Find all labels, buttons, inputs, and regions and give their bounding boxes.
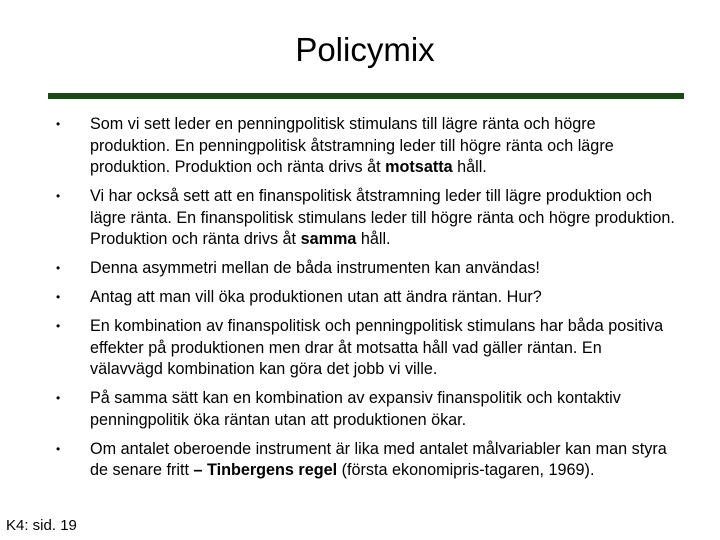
bullet-text-segment: håll. [452,158,487,176]
bullet-text-segment: Som vi sett leder en penningpolitisk stimulans till lägre ränta och högre produktion. En penningpolitisk åtstramning leder till högre ränta och lägre produktion. Produktion och ränta drivs åt [90,115,614,176]
bullet-text [90,389,621,429]
bullet-text [90,440,667,480]
bullet-item [56,316,676,381]
bullet-text [90,259,540,277]
bullet-marker: • [56,261,61,275]
bullet-item [56,114,676,179]
bullet-marker: • [56,117,61,131]
bullet-text [90,288,542,306]
slide-title: Policymix [295,31,435,68]
bullet-emphasis: samma [300,230,357,248]
bullet-marker: • [56,319,61,333]
title-divider [48,93,684,99]
bullet-text-segment: Antag att man vill öka produktionen utan att ändra räntan. Hur? [90,288,542,306]
bullet-text [90,115,614,176]
bullet-marker: • [56,189,61,203]
bullet-list [56,114,676,489]
bullet-marker: • [56,441,61,456]
bullet-text-segment: (första ekonomipris-tagaren, 1969). [337,461,595,479]
bullet-emphasis: motsatta [385,158,453,176]
bullet-text-segment: Om antalet oberoende instrument är lika med antalet målvariabler kan man styra de senare fritt [90,439,667,479]
page-reference: K4: sid. 19 [6,517,77,534]
bullet-item [56,287,676,309]
bullet-text [90,317,663,378]
bullet-item [56,258,676,280]
bullet-item [56,388,676,431]
bullet-marker: • [56,290,61,304]
bullet-text-segment: På samma sätt kan en kombination av expansiv finanspolitik och kontaktiv penningpolitik öka räntan utan att produktionen ökar. [90,389,621,429]
bullet-item [56,186,676,251]
bullet-text-segment: Denna asymmetri mellan de båda instrumenten kan användas! [90,259,540,277]
bullet-marker: • [56,391,61,405]
bullet-text [90,187,675,248]
bullet-text-segment: Vi har också sett att en finanspolitisk åtstramning leder till lägre produktion och lägre ränta. En finanspolitisk stimulans leder till högre ränta och högre produktion. Produktion och ränta drivs åt [90,187,675,248]
bullet-item [56,439,676,482]
bullet-text-segment: En kombination av finanspolitisk och penningpolitisk stimulans har båda positiva effekter på produktionen men drar åt motsatta håll vad gäller räntan. En välavvägd kombination kan göra det jobb vi ville. [90,317,664,378]
bullet-text-segment: håll. [356,230,391,248]
bullet-emphasis: – Tinbergens regel [193,461,338,479]
